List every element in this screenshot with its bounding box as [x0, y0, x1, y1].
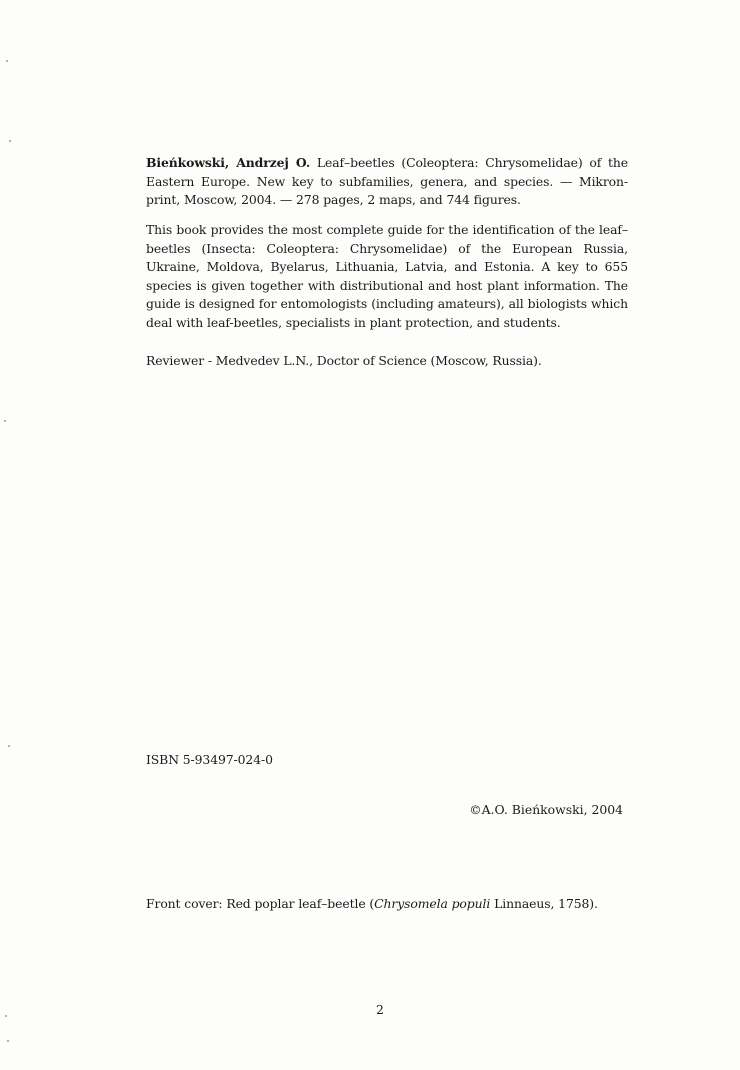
abstract-paragraph: This book provides the most complete guide for the identification of the leaf–beetles (Insecta: Coleoptera: Chrysomelidae) of the European Russia, Ukraine, Moldova, Byelarus, Lithuania, Latvia, and Estonia. A key to 655 species is given together with distributional and host plant information. The guide is designed for entomologists (including amateurs), all biologists which deal with leaf-beetles, specialists in plant protection, and students.: [146, 222, 628, 330]
scan-speck: [9, 140, 11, 142]
scan-speck: [5, 1015, 7, 1017]
page-number: 2: [376, 1002, 384, 1017]
scan-speck: [4, 420, 6, 422]
scan-speck: [8, 745, 10, 747]
front-cover-caption: [146, 895, 628, 914]
citation-text: Leaf–beetles (Coleoptera: Chrysomelidae) of the Eastern Europe. New key to subfamilies, genera, and species. — Mikron-print, Moscow, 2004. — 278 pages, 2 maps, and 744 figures.: [146, 155, 628, 207]
citation-author: Bieńkowski, Andrzej O.: [146, 155, 311, 170]
cover-caption-prefix: Front cover: Red poplar leaf–beetle (: [146, 896, 375, 911]
bibliographic-citation: [146, 154, 628, 210]
reviewer-line: Reviewer - Medvedev L.N., Doctor of Science (Moscow, Russia).: [146, 353, 542, 368]
copyright-notice: ©A.O. Bieńkowski, 2004: [469, 802, 623, 817]
scan-speck: [7, 1040, 9, 1042]
scan-speck: [6, 60, 8, 62]
isbn-line: ISBN 5-93497-024-0: [146, 752, 273, 767]
cover-species-name: Chrysomela populi: [374, 896, 491, 911]
cover-caption-suffix: Linnaeus, 1758).: [490, 896, 598, 911]
